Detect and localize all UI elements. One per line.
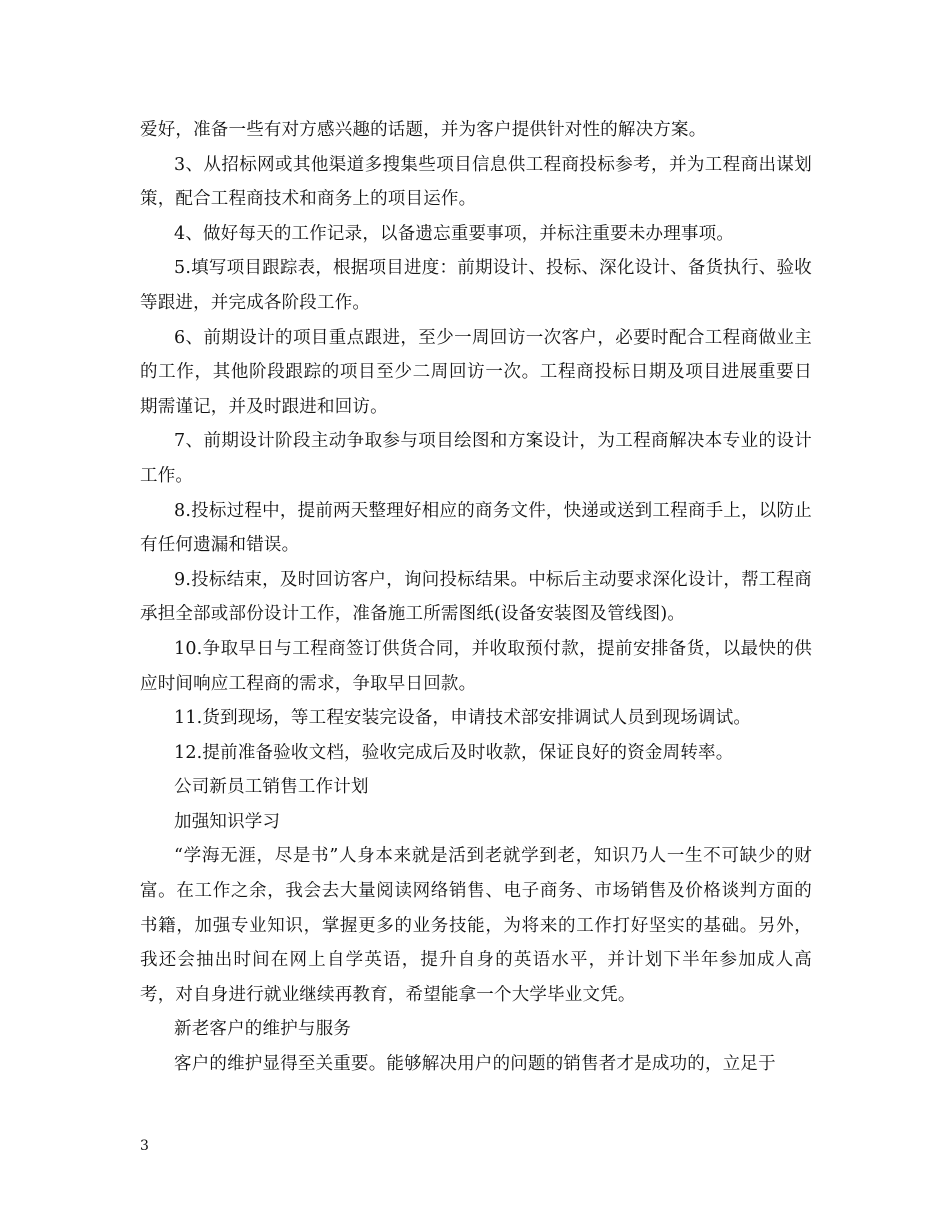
paragraph-1: 爱好，准备一些有对方感兴趣的话题，并为客户提供针对性的解决方案。 [140,120,707,140]
document-body [140,113,812,1082]
paragraph-4: 5.填写项目跟踪表，根据项目进度：前期设计、投标、深化设计、备货执行、验收等跟进，并完成各阶段工作。 [140,258,812,313]
section-heading-plan: 公司新员工销售工作计划 [174,777,369,798]
page-number: 3 [140,1138,149,1154]
paragraph-clients: 客户的维护显得至关重要。能够解决用户的问题的销售者才是成功的，立足于 [174,1054,776,1075]
section-heading-clients: 新老客户的维护与服务 [174,1019,351,1040]
paragraph-10: 11.货到现场，等工程安装完设备，申请技术部安排调试人员到现场调试。 [174,708,752,729]
paragraph-5: 6、前期设计的项目重点跟进，至少一周回访一次客户，必要时配合工程商做业主的工作，其他阶段跟踪的项目至少二周回访一次。工程商投标日期及项目进展重要日期需谨记，并及时跟进和回访。 [140,327,812,417]
paragraph-2: 3、从招标网或其他渠道多搜集些项目信息供工程商投标参考，并为工程商出谋划策，配合工程商技术和商务上的项目运作。 [140,154,812,210]
paragraph-11: 12.提前准备验收文档，验收完成后及时收款，保证良好的资金周转率。 [174,742,734,763]
paragraph-6: 7、前期设计阶段主动争取参与项目绘图和方案设计，为工程商解决本专业的设计工作。 [140,431,812,486]
section-heading-learning: 加强知识学习 [174,811,281,832]
paragraph-learning: “学海无涯，尽是书”人身本来就是活到老就学到老，知识乃人一生不可缺少的财富。在工作之余，我会去大量阅读网络销售、电子商务、市场销售及价格谈判方面的书籍，加强专业知识，掌握更多的业务技能，为将来的工作打好坚实的基础。另外，我还会抽出时间在网上自学英语，提升自身的英语水平，并计划下半年参加成人高考，对自身进行就业继续再教育，希望能拿一个大学毕业文凭。 [140,846,812,1005]
paragraph-9: 10.争取早日与工程商签订供货合同，并收取预付款，提前安排备货，以最快的供应时间响应工程商的需求，争取早日回款。 [140,638,812,694]
paragraph-3: 4、做好每天的工作记录，以备遗忘重要事项，并标注重要未办理事项。 [174,223,735,244]
paragraph-7: 8.投标过程中，提前两天整理好相应的商务文件，快递或送到工程商手上，以防止有任何遗漏和错误。 [140,500,812,556]
paragraph-8: 9.投标结束，及时回访客户，询问投标结果。中标后主动要求深化设计，帮工程商承担全部或部份设计工作，准备施工所需图纸(设备安装图及管线图)。 [140,569,812,625]
